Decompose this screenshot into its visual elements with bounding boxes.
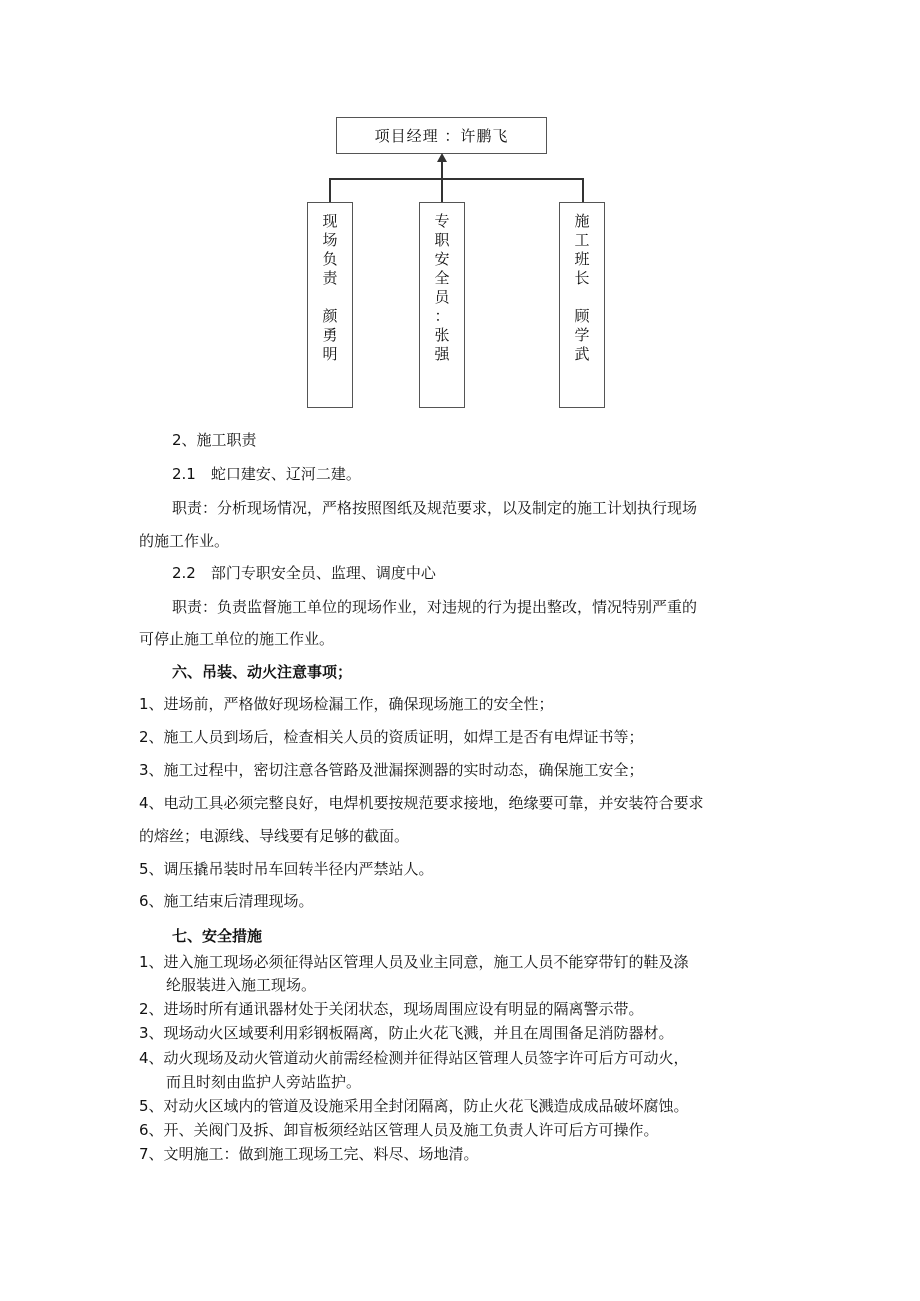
org-char: 学 bbox=[574, 326, 590, 344]
section7-item: 2、进场时所有通讯器材处于关闭状态，现场周围应设有明显的隔离警示带。 bbox=[139, 1000, 644, 1018]
org-char: 全 bbox=[434, 269, 450, 287]
org-top-box bbox=[336, 117, 547, 154]
section6-item: 3、施工过程中，密切注意各管路及泄漏探测器的实时动态，确保施工安全； bbox=[139, 761, 644, 779]
org-char: 员 bbox=[434, 288, 450, 306]
org-connector-vertical bbox=[441, 157, 443, 202]
section7-item: 7、文明施工：做到施工现场工完、料尽、场地清。 bbox=[139, 1145, 479, 1163]
org-char: 明 bbox=[322, 345, 338, 363]
org-char: 施 bbox=[574, 212, 590, 230]
section2-item1-duty-cont: 的施工作业。 bbox=[139, 532, 230, 550]
section6-item: 6、施工结束后清理现场。 bbox=[139, 892, 314, 910]
section7-item-cont: 而且时刻由监护人旁站监护。 bbox=[166, 1073, 362, 1091]
org-char: 勇 bbox=[322, 326, 338, 344]
section7-heading: 七、安全措施 bbox=[172, 927, 263, 945]
org-char: 张 bbox=[434, 326, 450, 344]
org-box-safety-officer bbox=[419, 202, 465, 408]
org-char: 武 bbox=[574, 345, 590, 363]
section6-item-cont: 的熔丝；电源线、导线要有足够的截面。 bbox=[139, 827, 410, 845]
org-top-label: 项目经理 ：许鹏飞 bbox=[374, 127, 509, 145]
section2-heading: 2、施工职责 bbox=[172, 431, 257, 449]
org-char: ： bbox=[434, 307, 450, 325]
section6-item: 2、施工人员到场后，检查相关人员的资质证明，如焊工是否有电焊证书等； bbox=[139, 728, 644, 746]
org-box-team-leader bbox=[559, 202, 605, 408]
org-box-site-lead bbox=[307, 202, 353, 408]
section7-item-cont: 纶服装进入施工现场。 bbox=[166, 976, 317, 994]
org-char: 安 bbox=[434, 250, 450, 268]
org-connector-horizontal bbox=[329, 178, 583, 180]
section2-item1-heading: 2.1 蛇口建安、辽河二建。 bbox=[172, 465, 361, 483]
section7-item: 3、现场动火区域要利用彩钢板隔离，防止火花飞溅，并且在周围备足消防器材。 bbox=[139, 1024, 674, 1042]
org-char: 班 bbox=[574, 250, 590, 268]
org-char: 责 bbox=[322, 269, 338, 287]
section6-item: 1、进场前，严格做好现场检漏工作，确保现场施工的安全性； bbox=[139, 695, 554, 713]
org-char: 工 bbox=[574, 231, 590, 249]
section2-item2-heading: 2.2 部门专职安全员、监理、调度中心 bbox=[172, 564, 436, 582]
org-char: 长 bbox=[574, 269, 590, 287]
org-char: 现 bbox=[322, 212, 338, 230]
arrow-up-icon bbox=[437, 153, 447, 162]
section6-item: 5、调压撬吊装时吊车回转半径内严禁站人。 bbox=[139, 860, 434, 878]
org-char: 场 bbox=[322, 231, 338, 249]
section7-item: 4、动火现场及动火管道动火前需经检测并征得站区管理人员签字许可后方可动火， bbox=[139, 1049, 689, 1067]
section2-item1-duty: 职责：分析现场情况，严格按照图纸及规范要求，以及制定的施工计划执行现场 bbox=[172, 499, 698, 517]
section7-item: 1、进入施工现场必须征得站区管理人员及业主同意，施工人员不能穿带钉的鞋及涤 bbox=[139, 953, 689, 971]
org-char: 专 bbox=[434, 212, 450, 230]
section2-item2-duty: 职责：负责监督施工单位的现场作业，对违规的行为提出整改，情况特别严重的 bbox=[172, 598, 698, 616]
section7-item: 5、对动火区域内的管道及设施采用全封闭隔离，防止火花飞溅造成成品破坏腐蚀。 bbox=[139, 1097, 689, 1115]
org-char: 强 bbox=[434, 345, 450, 363]
section7-item: 6、开、关阀门及拆、卸盲板须经站区管理人员及施工负责人许可后方可操作。 bbox=[139, 1121, 659, 1139]
section6-heading: 六、吊装、动火注意事项； bbox=[172, 663, 353, 681]
section6-item: 4、电动工具必须完整良好，电焊机要按规范要求接地，绝缘要可靠，并安装符合要求 bbox=[139, 794, 704, 812]
org-char: 顾 bbox=[574, 307, 590, 325]
org-char: 负 bbox=[322, 250, 338, 268]
section2-item2-duty-cont: 可停止施工单位的施工作业。 bbox=[139, 630, 335, 648]
org-connector-left bbox=[329, 178, 331, 202]
org-char: 职 bbox=[434, 231, 450, 249]
org-char: 颜 bbox=[322, 307, 338, 325]
org-connector-right bbox=[582, 178, 584, 202]
